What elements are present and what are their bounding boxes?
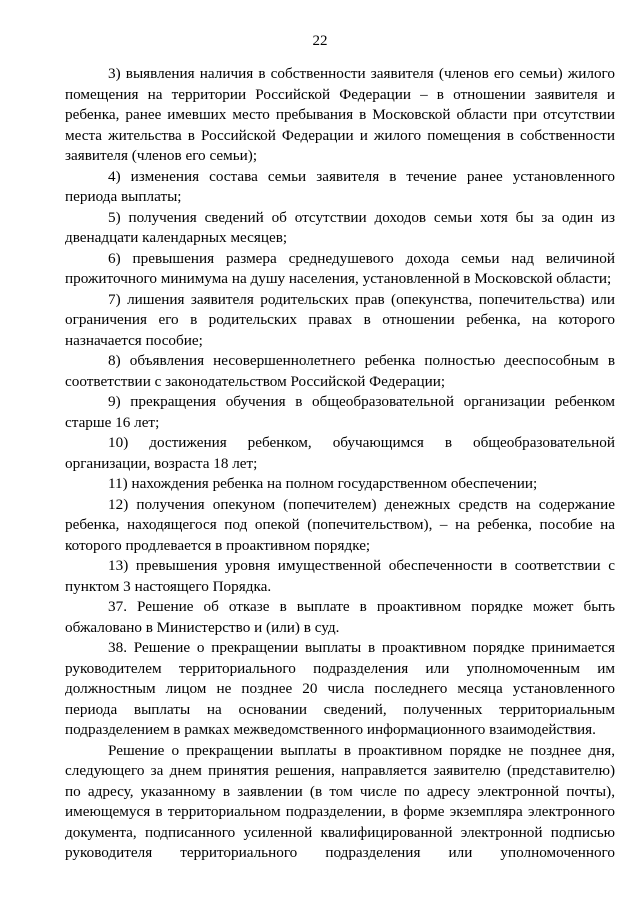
- paragraph-item-13: 13) превышения уровня имущественной обеспеченности в соответствии с пунктом 3 настоящего Порядка.: [65, 557, 615, 595]
- paragraph-section-38: 38. Решение о прекращении выплаты в проактивном порядке принимается руководителем территориального подразделения или уполномоченным им должностным лицом не позднее 20 числа последнего месяца установленного периода выплаты на основании сведений, полученных территориальным подразделением в рамках межведомственного информационного взаимодействия.: [65, 639, 615, 738]
- page-number: 22: [312, 33, 328, 49]
- paragraph-item-10: 10) достижения ребенком, обучающимся в общеобразовательной организации, возраста 18 лет;: [65, 434, 615, 472]
- paragraph-item-5: 5) получения сведений об отсутствии доходов семьи хотя бы за один из двенадцати календарных месяцев;: [65, 208, 615, 246]
- paragraph-item-12: 12) получения опекуном (попечителем) денежных средств на содержание ребенка, находящегося под опекой (попечительством), – на ребенка, пособие на которого продлевается в проактивном порядке;: [65, 495, 615, 554]
- paragraph-item-4: 4) изменения состава семьи заявителя в течение ранее установленного периода выплаты;: [65, 167, 615, 205]
- paragraph-item-11: 11) нахождения ребенка на полном государственном обеспечении;: [108, 475, 538, 492]
- document-body: [65, 64, 615, 864]
- paragraph-item-9: 9) прекращения обучения в общеобразовательной организации ребенком старше 16 лет;: [65, 393, 615, 431]
- paragraph-item-8: 8) объявления несовершеннолетнего ребенка полностью дееспособным в соответствии с законодательством Российской Федерации;: [65, 352, 615, 390]
- paragraph-item-6: 6) превышения размера среднедушевого дохода семьи над величиной прожиточного минимума на душу населения, установленной в Московской области;: [65, 249, 615, 287]
- paragraph-item-7: 7) лишения заявителя родительских прав (опекунства, попечительства) или ограничения его в родительских правах в отношении ребенка, на которого назначается пособие;: [65, 290, 615, 349]
- paragraph-item-3: 3) выявления наличия в собственности заявителя (членов его семьи) жилого помещения на территории Российской Федерации – в отношении заявителя и ребенка, ранее имевших место пребывания в Московской области при отсутствии места жительства в Российской Федерации и жилого помещения в собственности заявителя (членов его семьи);: [65, 65, 615, 164]
- paragraph-section-37: 37. Решение об отказе в выплате в проактивном порядке может быть обжаловано в Министерство и (или) в суд.: [65, 598, 615, 636]
- paragraph-section-38-continued: Решение о прекращении выплаты в проактивном порядке не позднее дня, следующего за днем принятия решения, направляется заявителю (представителю) по адресу, указанному в заявлении (в том числе по адресу электронной почты), имеющемуся в территориальном подразделении, в форме экземпляра электронного документа, подписанного усиленной квалифицированной электронной подписью руководителя территориального подразделения или уполномоченного: [65, 741, 615, 861]
